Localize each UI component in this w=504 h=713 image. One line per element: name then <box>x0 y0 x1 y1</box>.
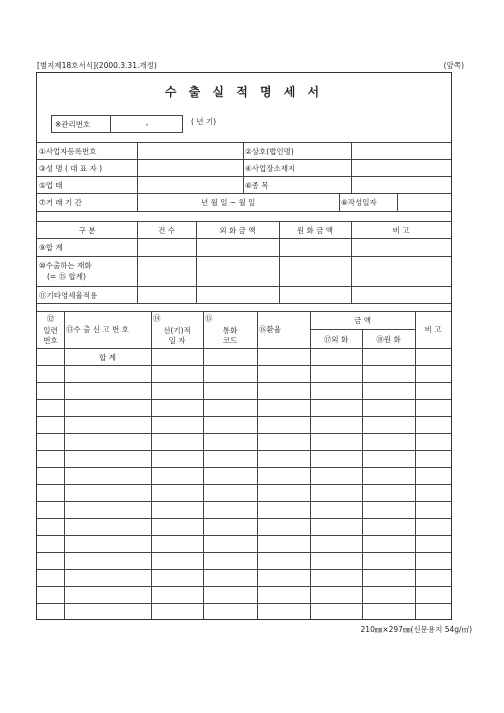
summary-header-won: 원 화 금 액 <box>296 226 334 235</box>
detail-header-currency-1: 통화 <box>222 326 238 335</box>
transaction-period-value[interactable]: 년 월 일 ~ 월 일 <box>201 198 256 207</box>
detail-header-currency-2: 코드 <box>222 336 238 345</box>
summary-row-export-goods-note: (= ⑮ 합계) <box>47 272 86 281</box>
detail-header-foreign: ⑰외 화 <box>323 335 349 344</box>
detail-header-date-2: 일 자 <box>168 336 186 345</box>
detail-header-declaration: ⑬수 출 신 고 번 호 <box>66 325 129 334</box>
company-name-label: ②상호(법인명) <box>245 147 294 156</box>
detail-header-serial-1: 일련 <box>43 326 58 335</box>
detail-header-date-num: ⑭ <box>153 314 161 323</box>
summary-header-foreign: 외 화 금 액 <box>219 226 256 235</box>
business-reg-no-label: ①사업자등록번호 <box>39 147 97 156</box>
form-title: 수 출 실 적 명 세 서 <box>164 85 324 99</box>
detail-header-remarks: 비 고 <box>424 325 442 334</box>
transaction-period-label: ⑦거 래 기 간 <box>39 198 82 207</box>
summary-row-export-goods: ⑩수출하는 재화 <box>39 261 92 270</box>
detail-header-rate: ⑯환율 <box>259 325 281 334</box>
summary-header-remarks: 비 고 <box>392 226 410 235</box>
detail-header-date-1: 선(기)적 <box>163 326 191 335</box>
management-number-label: ※관리번호 <box>55 120 91 129</box>
summary-row-total: ⑨합 계 <box>39 243 63 252</box>
management-number-box <box>51 115 183 133</box>
fiscal-period: ( 년 기) <box>191 117 217 126</box>
summary-header-count: 건 수 <box>158 226 175 235</box>
detail-header-won: ⑱원 화 <box>376 335 401 344</box>
detail-total-label: 합 계 <box>99 353 116 362</box>
business-type-label: ⑤업 태 <box>39 181 63 190</box>
detail-header-serial-2: 번호 <box>43 336 58 345</box>
paper-spec: 210㎜×297㎜(신문용지 54g/㎡) <box>360 625 472 634</box>
prepared-date-label: ⑧작성일자 <box>341 198 377 207</box>
form-number: [별지제18호서식](2000.3.31.개정) <box>37 61 157 70</box>
page-side-label: (앞쪽) <box>443 61 464 70</box>
summary-header-category: 구 분 <box>78 226 96 235</box>
business-item-label: ⑥종 목 <box>245 181 269 190</box>
detail-header-amount: 금 액 <box>354 316 371 325</box>
detail-header-currency-num: ⑮ <box>205 314 213 323</box>
summary-row-other-zero-rate: ⑪기타영세율적용 <box>39 291 98 300</box>
representative-label: ③성 명 ( 대 표 자 ) <box>39 164 103 173</box>
export-record-form <box>36 72 452 620</box>
management-number-value[interactable]: - <box>145 120 149 129</box>
detail-header-serial-num: ⑫ <box>46 314 55 323</box>
address-label: ④사업장소재지 <box>245 164 296 173</box>
